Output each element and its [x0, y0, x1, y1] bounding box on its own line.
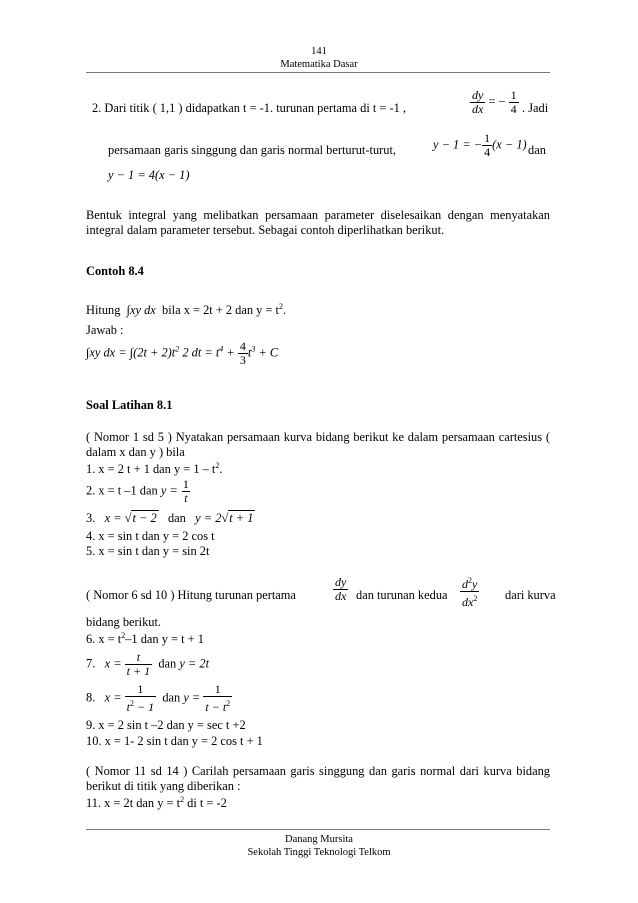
exercise-title: Soal Latihan 8.1 — [86, 398, 173, 412]
exercise-item-6: 6. $x = t^2-1$ dan y = t + 1 — [86, 631, 204, 646]
intro-paragraph: Bentuk integral yang melibatkan persamaan parameter diselesaikan dengan menyatakan integral dalam parameter tersebut. Sebagai contoh diperlihatkan berikut. — [86, 208, 550, 237]
exercise-intro-6-10-tail: dari kurva — [505, 588, 556, 602]
item2-tangent-equation: y − 1 = − $\frac{1}{4}$ (x − 1) — [433, 131, 527, 159]
footer-institution: Sekolah Tinggi Teknologi Telkom — [247, 847, 391, 858]
exercise-item-3: 3. x = √t − 2 dan y = 2√t + 1 — [86, 511, 254, 525]
item2-line1: 2. Dari titik ( 1,1 ) didapatkan t = -1. turunan pertama di t = -1 , — [92, 101, 407, 115]
exercise-item-10: 10. x = 1- 2 sin t dan y = 2 cos t + 1 — [86, 734, 263, 748]
example-jawab: Jawab : — [86, 323, 124, 337]
header-title: Matematika Dasar — [280, 59, 358, 70]
example-problem: Hitung ∫xy dx bila x = 2t + 2 dan $y = t^2$. — [86, 302, 287, 317]
item2-dydx: $\frac{dy}{dx}$ = − $\frac{1}{4}$ — [472, 88, 517, 116]
exercise-item-1: 1. x = 2 t + 1 dan $y = 1 - t^2$. — [86, 461, 223, 476]
exercise-item-7: 7. x = $\frac{t}{t + 1}$ dan y = 2t — [86, 650, 210, 678]
first-derivative-fraction: $\frac{dy}{dx}$ — [335, 575, 347, 603]
exercise-intro-11-14: ( Nomor 11 sd 14 ) Carilah persamaan garis singgung dan garis normal dari kurva bidang berikut di titik yang diberikan : — [86, 764, 550, 793]
exercise-item-8: 8. x = $\frac{1}{t^2 - 1}$ dan y = $\frac{1}{t - t^2}$ — [86, 682, 231, 714]
item2-line1-tail: . Jadi — [522, 101, 549, 115]
footer-author: Danang Mursita — [285, 834, 353, 845]
exercise-item-2: 2. x = t –1 dan y = $\frac{1}{t}$ — [86, 477, 189, 505]
footer-rule — [86, 829, 550, 830]
item2-line2: persamaan garis singgung dan garis normal berturut-turut, — [108, 143, 397, 157]
exercise-intro-6-10-mid: dan turunan kedua — [356, 588, 448, 602]
example-solution: ∫xy dx = $\int(2t + 2)t^2$ 2 dt = $t^4$ + $\frac{4}{3}$ $t^3 + C$ — [86, 339, 279, 367]
exercise-intro-6-10-end: bidang berikut. — [86, 615, 162, 629]
exercise-intro-6-10: ( Nomor 6 sd 10 ) Hitung turunan pertama — [86, 588, 296, 602]
exercise-item-9: 9. x = 2 sin t –2 dan y = sec t +2 — [86, 718, 246, 732]
exercise-intro-1-5: ( Nomor 1 sd 5 ) Nyatakan persamaan kurva bidang berikut ke dalam persamaan cartesius ( dalam x dan y ) bila — [86, 430, 550, 459]
exercise-item-11: 11. x = 2t dan $y = t^2$ di t = -2 — [86, 795, 227, 810]
exercise-item-5: 5. x = sin t dan y = sin 2t — [86, 544, 210, 558]
item2-line2-tail: dan — [528, 143, 546, 157]
header-rule — [86, 72, 550, 73]
page-number: 141 — [311, 46, 327, 57]
exercise-item-4: 4. x = sin t dan y = 2 cos t — [86, 529, 215, 543]
second-derivative-fraction: $\frac{d^2y}{dx^2}$ — [462, 576, 478, 609]
example-title: Contoh 8.4 — [86, 264, 144, 278]
item2-normal-equation: y − 1 = 4(x − 1) — [108, 168, 190, 182]
